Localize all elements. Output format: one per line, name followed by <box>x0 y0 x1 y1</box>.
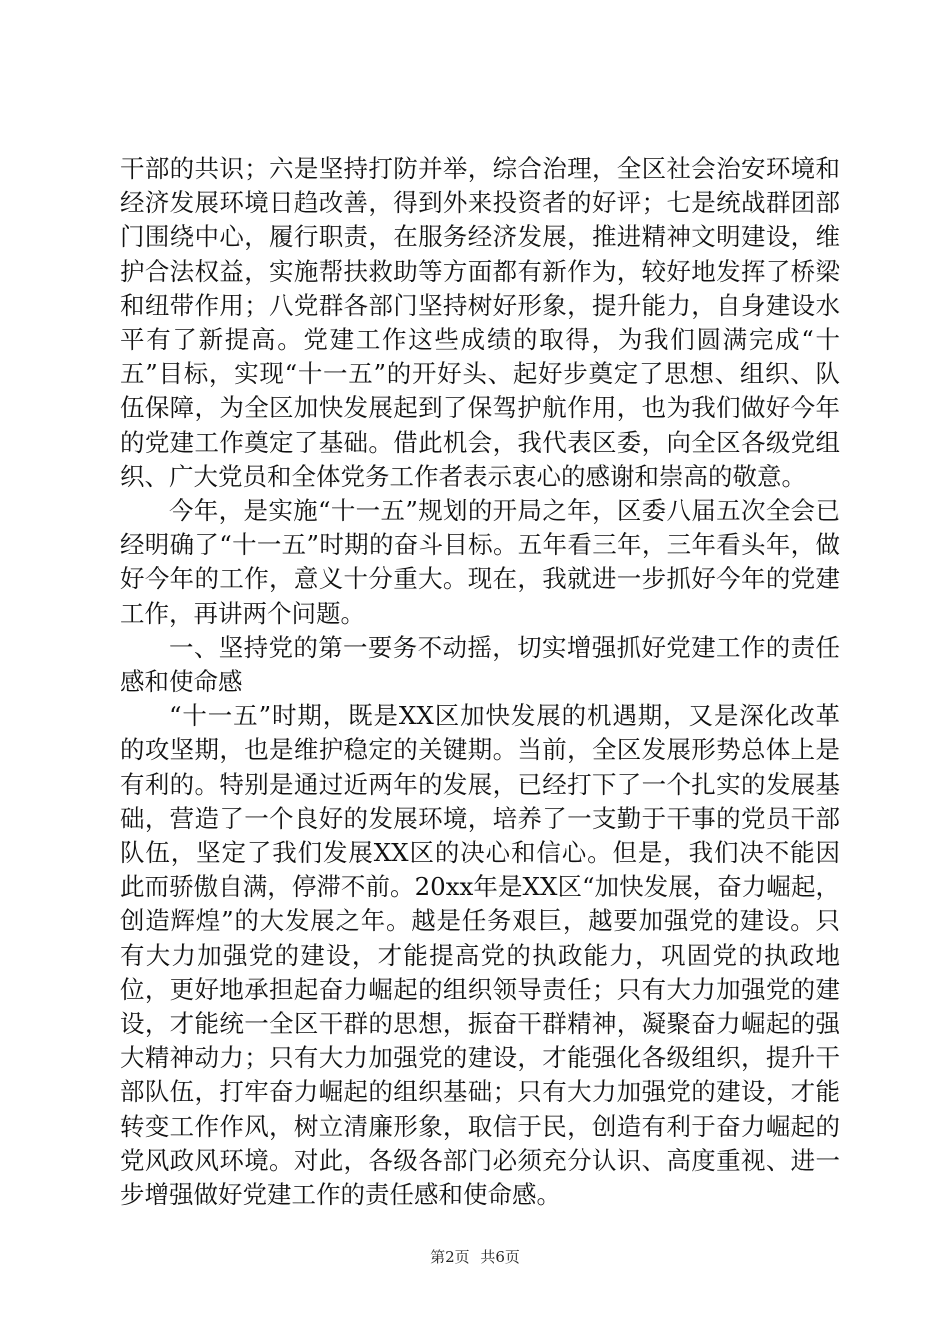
page-total: 共6页 <box>480 1248 520 1266</box>
paragraph: “十一五”时期，既是XX区加快发展的机遇期，又是深化改革的攻坚期，也是维护稳定的关键期。当前，全区发展形势总体上是有利的。特别是通过近两年的发展，已经打下了一个扎实的发展基础，营造了一个良好的发展环境，培养了一支勤于干事的党员干部队伍，坚定了我们发展XX区的决心和信心。但是，我们决不能因此而骄傲自满，停滞不前。20xx年是XX区“加快发展，奋力崛起，创造辉煌”的大发展之年。越是任务艰巨，越要加强党的建设。只有大力加强党的建设，才能提高党的执政能力，巩固党的执政地位，更好地承担起奋力崛起的组织领导责任；只有大力加强党的建设，才能统一全区干群的思想，振奋干群精神，凝聚奋力崛起的强大精神动力；只有大力加强党的建设，才能强化各级组织，提升干部队伍，打牢奋力崛起的组织基础；只有大力加强党的建设，才能转变工作作风，树立清廉形象，取信于民，创造有利于奋力崛起的党风政风环境。对此，各级各部门必须充分认识、高度重视、进一步增强做好党建工作的责任感和使命感。 <box>120 701 840 1210</box>
document-body <box>120 152 840 1212</box>
page-number: 第2页 <box>430 1248 470 1266</box>
section-heading: 一、坚持党的第一要务不动摇，切实增强抓好党建工作的责任感和使命感 <box>120 632 840 697</box>
paragraph-continued: 干部的共识；六是坚持打防并举，综合治理，全区社会治安环境和经济发展环境日趋改善，得到外来投资者的好评；七是统战群团部门围绕中心，履行职责，在服务经济发展，推进精神文明建设，维护合法权益，实施帮扶救助等方面都有新作为，较好地发挥了桥梁和纽带作用；八党群各部门坚持树好形象，提升能力，自身建设水平有了新提高。党建工作这些成绩的取得，为我们圆满完成“十五”目标，实现“十一五”的开好头、起好步奠定了思想、组织、队伍保障，为全区加快发展起到了保驾护航作用，也为我们做好今年的党建工作奠定了基础。借此机会，我代表区委，向全区各级党组织、广大党员和全体党务工作者表示衷心的感谢和崇高的敬意。 <box>120 154 840 491</box>
page-footer <box>0 1246 950 1267</box>
paragraph: 今年，是实施“十一五”规划的开局之年，区委八届五次全会已经明确了“十一五”时期的奋斗目标。五年看三年，三年看头年，做好今年的工作，意义十分重大。现在，我就进一步抓好今年的党建工作，再讲两个问题。 <box>120 496 840 628</box>
